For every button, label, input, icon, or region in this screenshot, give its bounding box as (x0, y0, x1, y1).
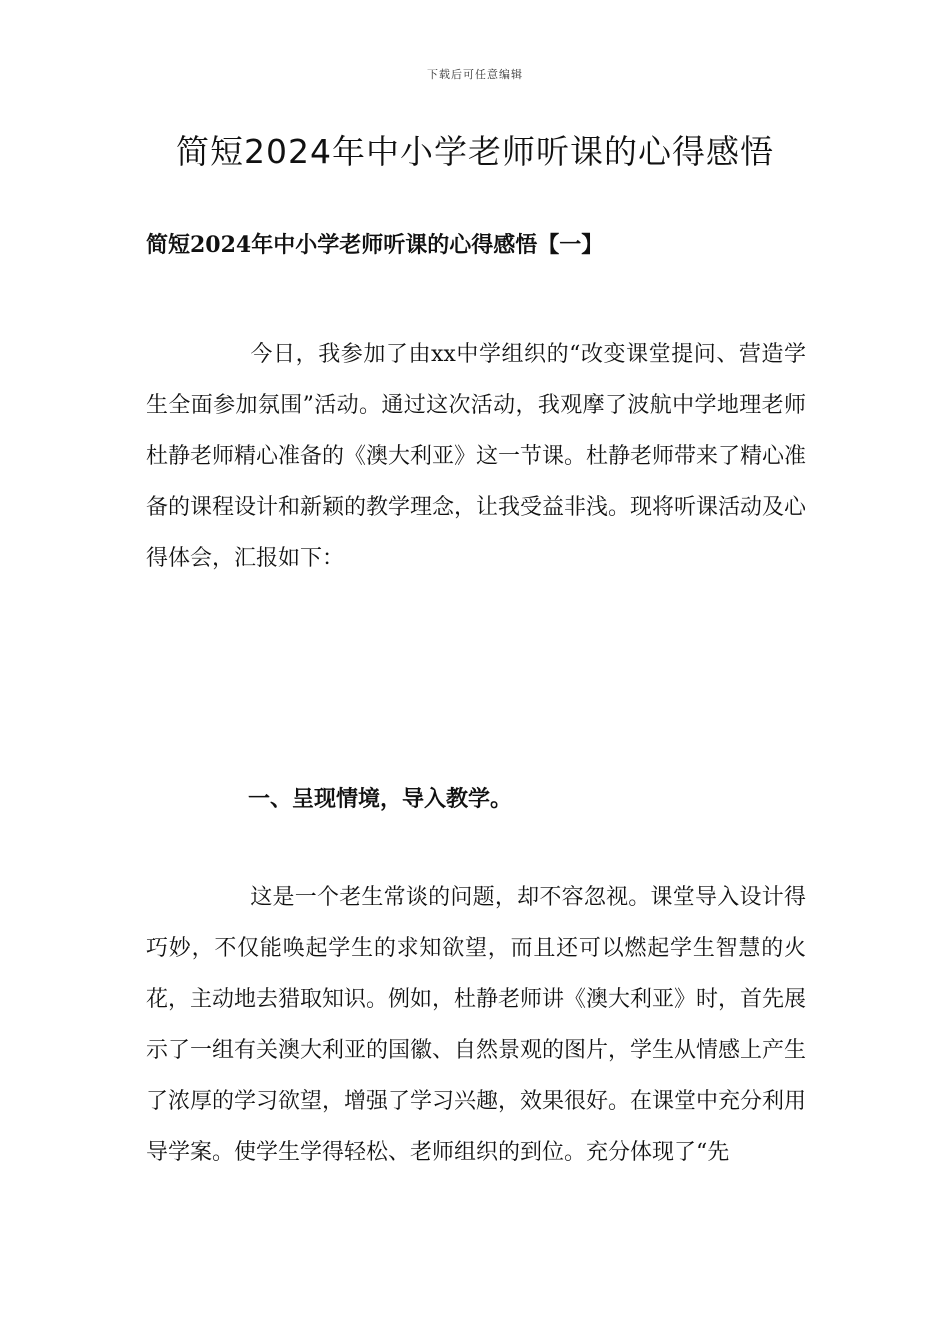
section-title: 简短2024年中小学老师听课的心得感悟【一】 (146, 232, 604, 258)
subheading-one: 一、呈现情境，导入教学。 (248, 786, 513, 812)
body-paragraph-one (146, 872, 806, 1178)
header-note: 下载后可任意编辑 (427, 68, 523, 81)
intro-paragraph-text: 今日，我参加了由xx中学组织的“改变课堂提问、营造学生全面参加氛围”活动。通过这次活动，我观摩了波航中学地理老师杜静老师精心准备的《澳大利亚》这一节课。杜静老师带来了精心准备的课程设计和新颖的教学理念，让我受益非浅。现将听课活动及心得体会，汇报如下： (146, 342, 807, 571)
document-title: 简短2024年中小学老师听课的心得感悟 (176, 132, 774, 171)
intro-paragraph (146, 329, 806, 584)
body-paragraph-one-text: 这是一个老生常谈的问题，却不容忽视。课堂导入设计得巧妙，不仅能唤起学生的求知欲望，而且还可以燃起学生智慧的火花，主动地去猎取知识。例如，杜静老师讲《澳大利亚》时，首先展示了一组有关澳大利亚的国徽、自然景观的图片，学生从情感上产生了浓厚的学习欲望，增强了学习兴趣，效果很好。在课堂中充分利用导学案。使学生学得轻松、老师组织的到位。充分体现了“先 (146, 885, 807, 1165)
